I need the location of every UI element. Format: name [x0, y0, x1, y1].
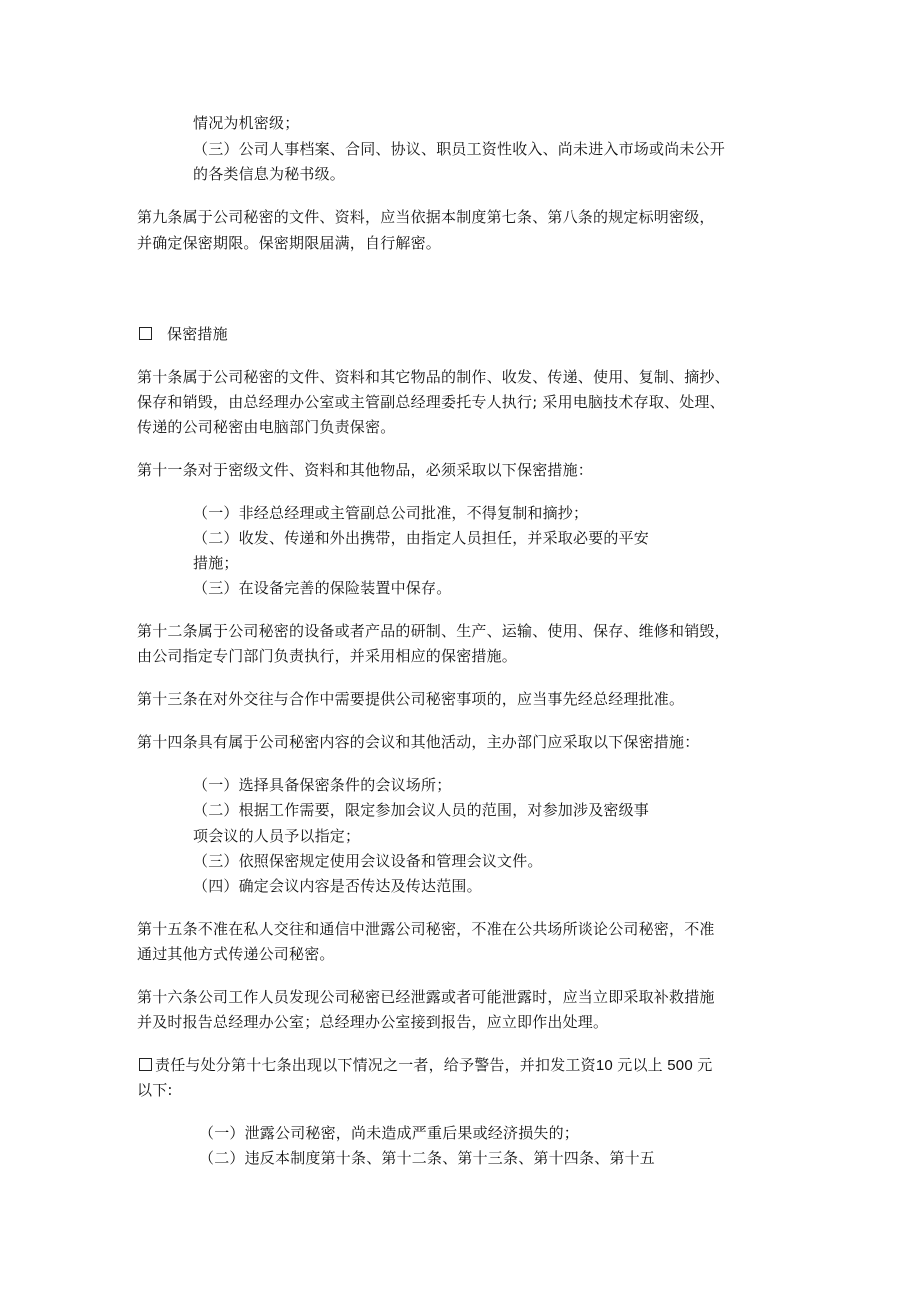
- text-line: 并及时报告总经理办公室；总经理办公室接到报告，应立即作出处理。: [137, 1013, 609, 1031]
- text-line: 并确定保密期限。保密期限届满，自行解密。: [137, 234, 442, 252]
- article-17: [139, 1054, 712, 1077]
- text-line: 措施；: [193, 554, 239, 572]
- article-12: 第十二条属于公司秘密的设备或者产品的研制、生产、运输、使用、保存、维修和销毁，: [137, 622, 730, 640]
- text-line: 传递的公司秘密由电脑部门负责保密。: [137, 418, 396, 436]
- list-item: （一）非经总经理或主管副总公司批准，不得复制和摘抄；: [193, 504, 589, 522]
- list-item: （二）收发、传递和外出携带，由指定人员担任，并采取必要的平安: [193, 529, 650, 547]
- section-title: 保密措施: [167, 325, 228, 343]
- text-line: 通过其他方式传递公司秘密。: [137, 945, 335, 963]
- article-16: 第十六条公司工作人员发现公司秘密已经泄露或者可能泄露时，应当立即采取补救措施: [137, 988, 715, 1006]
- text-line: 由公司指定专门部门负责执行，并采用相应的保密措施。: [137, 647, 518, 665]
- text-segment: 责任与处分第十七条出现以下情况之一者，给予警告，并扣发工资: [155, 1056, 596, 1074]
- list-item: （二）违反本制度第十条、第十二条、第十三条、第十四条、第十五: [199, 1149, 656, 1167]
- section-heading: [139, 323, 228, 345]
- article-15: 第十五条不准在私人交往和通信中泄露公司秘密，不准在公共场所谈论公司秘密，不准: [137, 920, 715, 938]
- text-segment: 10 元以上 500 元: [595, 1057, 713, 1074]
- article-13: 第十三条在对外交往与合作中需要提供公司秘密事项的，应当事先经总经理批准。: [137, 690, 685, 708]
- text-line: 项会议的人员予以指定；: [193, 827, 361, 845]
- article-10: 第十条属于公司秘密的文件、资料和其它物品的制作、收发、传递、使用、复制、摘抄、: [137, 368, 730, 386]
- text-line: 情况为机密级；: [193, 114, 300, 132]
- list-item: （三）依照保密规定使用会议设备和管理会议文件。: [193, 852, 543, 870]
- list-item: （一）泄露公司秘密，尚未造成严重后果或经济损失的；: [199, 1124, 580, 1142]
- checkbox-icon: [139, 327, 152, 340]
- checkbox-icon: [139, 1058, 152, 1071]
- text-line: 以下:: [137, 1081, 173, 1099]
- list-item: （三）在设备完善的保险装置中保存。: [193, 579, 452, 597]
- article-9: 第九条属于公司秘密的文件、资料，应当依据本制度第七条、第八条的规定标明密级，: [137, 208, 715, 226]
- article-14: 第十四条具有属于公司秘密内容的会议和其他活动，主办部门应采取以下保密措施：: [137, 733, 700, 751]
- list-item: （四）确定会议内容是否传达及传达范围。: [193, 877, 482, 895]
- article-11: 第十一条对于密级文件、资料和其他物品，必须采取以下保密措施：: [137, 461, 594, 479]
- text-line: 保存和销毁，由总经理办公室或主管副总经理委托专人执行; 采用电脑技术存取、处理、: [137, 393, 725, 411]
- text-line: （三）公司人事档案、合同、协议、职员工资性收入、尚未进入市场或尚未公开: [193, 140, 726, 158]
- text-line: 的各类信息为秘书级。: [193, 165, 346, 183]
- list-item: （一）选择具备保密条件的会议场所；: [193, 776, 452, 794]
- list-item: （二）根据工作需要，限定参加会议人员的范围，对参加涉及密级事: [193, 801, 650, 819]
